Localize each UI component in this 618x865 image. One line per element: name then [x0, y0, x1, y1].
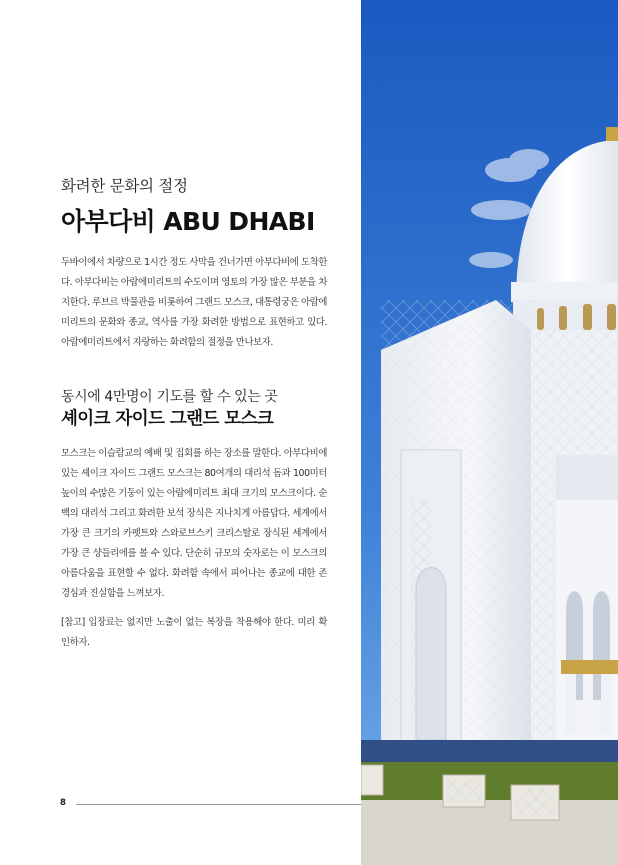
footer-rule	[76, 804, 361, 805]
note-paragraph: [참고] 입장료는 없지만 노출이 없는 복장을 착용해야 한다. 미리 확인하자.	[61, 617, 327, 649]
mosque-photo	[361, 0, 618, 865]
page-title: 아부다비 ABU DHABI	[61, 207, 315, 236]
intro-subtitle: 화려한 문화의 절정	[61, 177, 188, 195]
intro-paragraph: 두바이에서 차량으로 1시간 정도 사막을 건너가면 아부다비에 도착한다. 아부다비는 아랍에미리트의 수도이며 영토의 가장 많은 부분을 차지한다. 루브르 박물관을 비롯하여 그랜드 모스크, 대통령궁은 아랍에미리트의 문화와 종교, 역사를 가장 화려한 방법으로 표현하고 있다. 아랍에미리트에서 자랑하는 화려함의 절정을 만나보자.	[61, 257, 328, 349]
page-number: 8	[60, 798, 66, 808]
mosque-subtitle: 동시에 4만명이 기도를 할 수 있는 곳	[61, 389, 278, 405]
mosque-title: 셰이크 자이드 그랜드 모스크	[61, 409, 274, 429]
mosque-paragraph: 모스크는 이슬람교의 예배 및 집회를 하는 장소를 말한다. 아부다비에 있는 셰이크 자이드 그랜드 모스크는 80여개의 대리석 돔과 100미터 높이의 수많은 기둥이 있는 아랍에미리트 최대 크기의 모스크이다. 순백의 대리석 그리고 화려한 보석 장식은 지나치게 아름답다. 세계에서 가장 큰 크기의 카펫트와 스와로브스키 크리스탈로 장식된 세계에서 가장 큰 샹들리에를 볼 수 있다. 단순히 규모의 숫자로는 이 모스크의 아름다움을 표현할 수 없다. 화려함 속에서 피어나는 종교에 대한 존경심과 진실함을 느껴보자.	[61, 448, 327, 600]
